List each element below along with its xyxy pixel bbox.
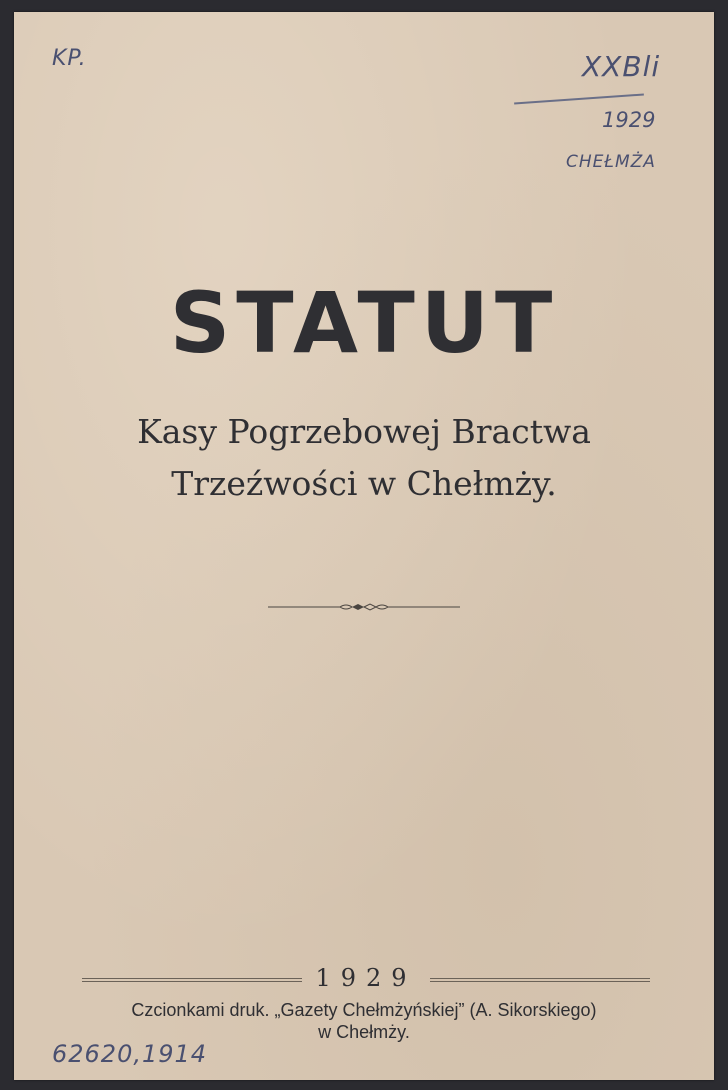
year-row [74,964,654,994]
publication-year: 1929 [315,964,417,992]
pencil-underline [514,93,644,104]
rule-right [430,978,650,982]
handwritten-shelfmark: XXBli [582,50,661,83]
handwritten-year: 1929 [602,108,656,132]
rule-left [82,978,302,982]
handwritten-inventory-number: 62620,1914 [52,1040,208,1068]
printer-line-1: Czcionkami druk. „Gazety Chełmżyńskiej” (A. Sikorskiego) [131,1000,597,1020]
handwritten-note-top-left: KP. [52,46,87,71]
cover-subtitle-line-2: Trzeźwości w Chełmży. [171,464,557,503]
printer-line-2: w Chełmży. [318,1022,410,1042]
cover-title: STATUT [169,274,559,372]
ornament-divider [268,600,460,614]
handwritten-place: CHEŁMŻA [566,152,656,172]
cover-subtitle-line-1: Kasy Pogrzebowej Bractwa [137,412,591,451]
book-cover-page [14,12,714,1080]
